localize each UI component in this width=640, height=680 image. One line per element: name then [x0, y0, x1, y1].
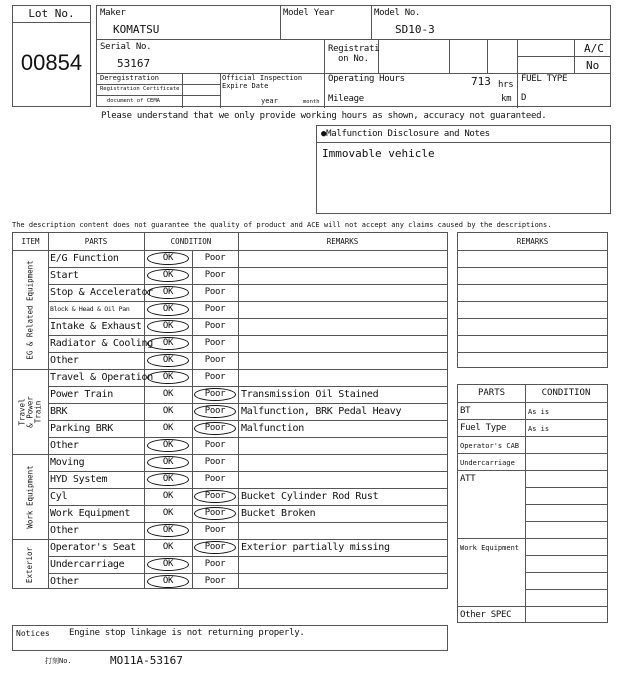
selected-condition-circle	[147, 439, 189, 452]
spec-part-operator-cab: Operator's CAB	[460, 442, 520, 450]
part-name: Cyl	[50, 491, 68, 502]
maker-label: Maker	[100, 8, 126, 18]
table-row	[13, 284, 447, 301]
selected-condition-circle	[194, 405, 236, 418]
poor-option[interactable]: Poor	[204, 287, 226, 297]
part-name: Moving	[50, 457, 85, 468]
malfunction-text: Immovable vehicle	[322, 147, 435, 160]
remark-text: Transmission Oil Stained	[241, 389, 379, 400]
hours-unit: hrs	[498, 80, 514, 90]
table-row	[13, 454, 447, 471]
selected-condition-circle	[147, 252, 189, 265]
header-condition: CONDITION	[170, 237, 212, 246]
item-group-label	[13, 539, 48, 590]
poor-option[interactable]: Poor	[204, 423, 226, 433]
month-label: month	[303, 99, 320, 105]
hours-notice: Please understand that we only provide working hours as shown, accuracy not guaranteed.	[101, 111, 547, 121]
poor-option[interactable]: Poor	[204, 406, 226, 416]
item-group-text: EG & Related Equipment	[25, 259, 35, 360]
table-row	[13, 301, 447, 318]
table-row	[13, 267, 447, 284]
poor-option[interactable]: Poor	[204, 491, 226, 501]
disclaimer: The description content does not guarantee the quality of product and ACE will not accept any claims caused by the descriptions.	[12, 221, 552, 229]
spec-part-bt: BT	[460, 406, 471, 416]
deregistration-label: Deregistration	[100, 74, 160, 82]
remark-text: Malfunction	[241, 423, 304, 434]
part-name: Other	[50, 355, 79, 366]
poor-option[interactable]: Poor	[204, 253, 226, 263]
selected-condition-circle	[147, 456, 189, 469]
selected-condition-circle	[194, 541, 236, 554]
ok-option[interactable]: OK	[162, 372, 174, 382]
spec-cond-fuel-type: As is	[528, 425, 550, 433]
poor-option[interactable]: Poor	[204, 474, 226, 484]
registration-label-1: Registrati	[328, 44, 380, 54]
table-row	[13, 318, 447, 335]
spec-part-fuel-type: Fuel Type	[460, 423, 507, 433]
part-name: BRK	[50, 406, 68, 417]
malfunction-box	[316, 125, 611, 214]
inspection-label-2: Expire Date	[222, 82, 269, 90]
notices-text: Engine stop linkage is not returning properly.	[69, 628, 305, 638]
selected-condition-circle	[147, 286, 189, 299]
stamp-value: MO11A-53167	[110, 654, 183, 667]
table-row	[13, 386, 447, 403]
spec-part-other-spec: Other SPEC	[460, 610, 512, 620]
ok-option[interactable]: OK	[162, 491, 174, 501]
poor-option[interactable]: Poor	[204, 576, 226, 586]
poor-option[interactable]: Poor	[204, 355, 226, 365]
table-row	[13, 522, 447, 539]
ok-option[interactable]: OK	[162, 304, 174, 314]
table-row	[13, 352, 447, 369]
ok-option[interactable]: OK	[162, 525, 174, 535]
poor-option[interactable]: Poor	[204, 525, 226, 535]
table-row	[13, 403, 447, 420]
ok-option[interactable]: OK	[162, 474, 174, 484]
table-row	[13, 335, 447, 352]
selected-condition-circle	[147, 473, 189, 486]
spec-part-work-equipment: Work Equipment	[460, 544, 520, 552]
ok-option[interactable]: OK	[162, 576, 174, 586]
model-no-label: Model No.	[374, 8, 421, 18]
header-item: ITEM	[21, 237, 40, 246]
part-name: Other	[50, 525, 79, 536]
table-row	[13, 488, 447, 505]
condition-table	[12, 232, 448, 589]
operating-hours-value: 713	[471, 75, 491, 88]
spec-header-parts: PARTS	[477, 388, 506, 398]
model-no-value: SD10-3	[395, 23, 435, 36]
selected-condition-circle	[147, 269, 189, 282]
ok-option[interactable]: OK	[162, 457, 174, 467]
poor-option[interactable]: Poor	[204, 440, 226, 450]
table-row	[13, 471, 447, 488]
remarks-table	[457, 232, 608, 368]
part-name: Radiator & Cooling	[50, 338, 153, 349]
ok-option[interactable]: OK	[162, 389, 174, 399]
selected-condition-circle	[147, 337, 189, 350]
mileage-label: Mileage	[328, 94, 364, 104]
serial-value: 53167	[117, 57, 151, 70]
document-cema-label: document of CEMA	[107, 98, 160, 104]
ac-label: A/C	[584, 42, 604, 55]
registration-label-2: on No.	[338, 54, 369, 64]
registration-certificate-label: Registration Certificate	[100, 86, 180, 92]
poor-option[interactable]: Poor	[204, 372, 226, 382]
selected-condition-circle	[147, 558, 189, 571]
selected-condition-circle	[194, 490, 236, 503]
part-name: Work Equipment	[50, 508, 131, 519]
fuel-type-label: FUEL TYPE	[521, 74, 568, 84]
operating-hours-label: Operating Hours	[328, 74, 405, 84]
poor-option[interactable]: Poor	[204, 457, 226, 467]
part-name: Intake & Exhaust	[50, 321, 142, 332]
item-group-label	[13, 369, 48, 454]
table-row	[13, 573, 447, 590]
item-group-text: Work Equipment	[25, 464, 35, 529]
lot-number: 00854	[20, 50, 83, 75]
ok-option[interactable]: OK	[162, 270, 174, 280]
ok-option[interactable]: OK	[162, 338, 174, 348]
selected-condition-circle	[147, 320, 189, 333]
poor-option[interactable]: Poor	[204, 304, 226, 314]
table-row	[13, 369, 447, 386]
ok-option[interactable]: OK	[162, 321, 174, 331]
ok-option[interactable]: OK	[162, 542, 174, 552]
part-name: Travel & Operation	[50, 372, 153, 383]
part-name: Undercarriage	[50, 559, 125, 570]
selected-condition-circle	[194, 422, 236, 435]
table-row	[13, 420, 447, 437]
lot-label: Lot No.	[28, 7, 75, 20]
inspection-label-1: Official Inspection	[222, 74, 303, 82]
table-row	[13, 437, 447, 454]
selected-condition-circle	[147, 524, 189, 537]
remarks-header: REMARKS	[516, 237, 549, 246]
item-group-text: Exterior	[25, 546, 35, 583]
part-name: Other	[50, 576, 79, 587]
remark-text: Exterior partially missing	[241, 542, 390, 553]
selected-condition-circle	[194, 388, 236, 401]
part-name: Operator's Seat	[50, 542, 136, 553]
poor-option[interactable]: Poor	[204, 270, 226, 280]
selected-condition-circle	[147, 354, 189, 367]
selected-condition-circle	[147, 575, 189, 588]
poor-option[interactable]: Poor	[204, 559, 226, 569]
ac-value: No	[586, 59, 600, 72]
ok-option[interactable]: OK	[162, 440, 174, 450]
serial-label: Serial No.	[100, 42, 152, 52]
ok-option[interactable]: OK	[162, 559, 174, 569]
part-name: Stop & Accelerator	[50, 287, 153, 298]
ok-option[interactable]: OK	[162, 287, 174, 297]
remark-text: Malfunction, BRK Pedal Heavy	[241, 406, 402, 417]
malfunction-title: ●Malfunction Disclosure and Notes	[321, 129, 490, 139]
selected-condition-circle	[147, 371, 189, 384]
spec-table	[457, 384, 608, 623]
poor-option[interactable]: Poor	[204, 321, 226, 331]
ok-option[interactable]: OK	[162, 253, 174, 263]
part-name: Power Train	[50, 389, 113, 400]
part-name: Parking BRK	[50, 423, 113, 434]
table-row	[13, 556, 447, 573]
poor-option[interactable]: Poor	[204, 508, 226, 518]
spec-part-undercarriage: Undercarriage	[460, 459, 515, 467]
selected-condition-circle	[147, 303, 189, 316]
mileage-unit: km	[501, 94, 512, 104]
header-parts: PARTS	[84, 237, 108, 246]
table-row	[13, 539, 447, 556]
poor-option[interactable]: Poor	[204, 542, 226, 552]
spec-header-condition: CONDITION	[541, 388, 591, 398]
part-name: HYD System	[50, 474, 108, 485]
remark-text: Bucket Broken	[241, 508, 316, 519]
part-name: Start	[50, 270, 79, 281]
lot-box	[12, 5, 91, 107]
year-label: year	[261, 97, 278, 105]
ok-option[interactable]: OK	[162, 508, 174, 518]
vehicle-info-box	[96, 5, 611, 107]
table-row	[13, 505, 447, 522]
ok-option[interactable]: OK	[162, 406, 174, 416]
spec-part-att: ATT	[460, 474, 476, 484]
poor-option[interactable]: Poor	[204, 338, 226, 348]
part-name: Other	[50, 440, 79, 451]
spec-cond-bt: As is	[528, 408, 550, 416]
item-group-label	[13, 454, 48, 539]
model-year-label: Model Year	[283, 8, 335, 18]
header-remarks: REMARKS	[326, 237, 359, 246]
selected-condition-circle	[194, 507, 236, 520]
stamp-label: 打刻No.	[45, 657, 72, 665]
item-group-label	[13, 250, 48, 369]
notices-label: Notices	[16, 629, 50, 638]
maker-value: KOMATSU	[113, 23, 160, 36]
ok-option[interactable]: OK	[162, 355, 174, 365]
table-row	[13, 250, 447, 267]
part-name: E/G Function	[50, 253, 119, 264]
notices-box	[12, 625, 448, 651]
item-group-text: Travel & Power Train	[17, 395, 43, 428]
remark-text: Bucket Cylinder Rod Rust	[241, 491, 379, 502]
poor-option[interactable]: Poor	[204, 389, 226, 399]
fuel-type-value: D	[521, 93, 527, 103]
ok-option[interactable]: OK	[162, 423, 174, 433]
part-name: Block & Head & Oil Pan	[50, 305, 130, 313]
